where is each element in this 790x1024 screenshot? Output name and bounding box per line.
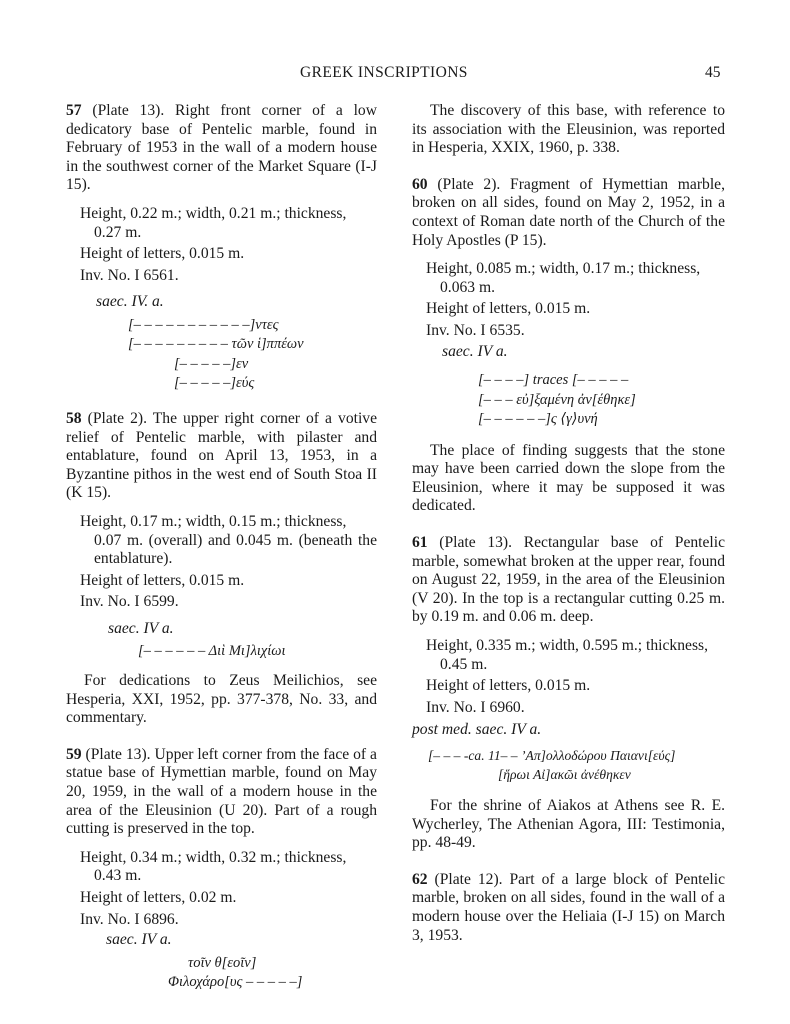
entry-57-measurements	[80, 205, 377, 285]
letter-height: Height of letters, 0.015 m.	[80, 571, 245, 589]
page-number: 45	[705, 64, 721, 81]
dimensions: Height, 0.335 m.; width, 0.595 m.; thickness,	[426, 636, 708, 654]
entry-57-description: 57 (Plate 13). Right front corner of a low dedicatory base of Pentelic marble, found in February of 1953 in the wall of a modern house in the southwest corner of the Market Square (I-J 15).	[66, 102, 377, 194]
entry-60-number: 60	[412, 175, 428, 193]
dimensions-cont: 0.43 m.	[94, 867, 142, 885]
inscription-line: [– – – –] traces [– – – – –	[478, 372, 629, 389]
commentary-61: For the shrine of Aiakos at Athens see R. E. Wycherley, The Athenian Agora, III: Testimonia, pp. 48-49.	[412, 796, 725, 852]
entry-57	[66, 102, 377, 394]
inscription-line: [– – – – – – – – – τῶν ἱ]ππέων	[128, 336, 304, 353]
entry-62-number: 62	[412, 870, 428, 888]
letter-height: Height of letters, 0.015 m.	[426, 677, 591, 695]
entry-58-number: 58	[66, 409, 82, 427]
entry-57-number: 57	[66, 102, 82, 119]
entry-62-description: 62 (Plate 12). Part of a large block of Pentelic marble, broken on all sides, found in the wall of a modern house over the Heliaia (I-J 15) on March 3, 1953.	[412, 870, 725, 944]
commentary-60: The place of finding suggests that the stone may have been carried down the slope from the Eleusinion, where it may be supposed it was dedicated.	[412, 441, 725, 515]
inventory-number: Inv. No. I 6535.	[426, 321, 525, 339]
inscription-line: [ἥρωι Αἰ]ακῶι ἀνέθηκεν	[498, 767, 631, 783]
entry-60-description: 60 (Plate 2). Fragment of Hymettian marble, broken on all sides, found on May 2, 1952, in a context of Roman date north of the Church of the Holy Apostles (P 15).	[412, 175, 725, 249]
entry-59-date: saec. IV a.	[106, 931, 172, 949]
entry-61-measurements	[426, 637, 725, 717]
letter-height: Height of letters, 0.02 m.	[80, 888, 237, 906]
entry-57-text	[66, 316, 377, 394]
entry-61-number: 61	[412, 534, 428, 551]
left-column	[66, 102, 377, 993]
entry-60	[412, 176, 725, 430]
dimensions-cont: 0.07 m. (overall) and 0.045 m. (beneath the entablature).	[94, 531, 377, 568]
inventory-number: Inv. No. I 6896.	[80, 910, 179, 928]
inscription-line: [– – – – –]εύς	[174, 375, 255, 392]
entry-61-date: post med. saec. IV a.	[412, 721, 542, 739]
inscription-line: [– – – εὐ]ξαμένη ἀν[έθηκε]	[478, 391, 636, 408]
entry-59-description: 59 (Plate 13). Upper left corner from the face of a statue base of Hymettian marble, found on May 20, 1959, in the wall of a modern house in the area of the Eleusinion (U 20). Part of a rough cutting is preserved in the top.	[66, 745, 377, 838]
dimensions: Height, 0.17 m.; width, 0.15 m.; thickness,	[80, 512, 347, 530]
entry-59-measurements	[80, 849, 377, 929]
entry-61-text	[412, 746, 725, 785]
inscription-line: τοῖν θ[εοῖν]	[188, 954, 257, 971]
entry-60-date: saec. IV a.	[442, 342, 508, 360]
letter-height: Height of letters, 0.015 m.	[426, 300, 591, 318]
inscription-line: [– – – – – – – – – – –]ντες	[128, 316, 279, 333]
right-column	[412, 102, 725, 945]
entry-59	[66, 746, 377, 993]
entry-59-number: 59	[66, 745, 82, 763]
entry-58-measurements	[80, 513, 377, 612]
entry-58-date: saec. IV a.	[108, 619, 174, 637]
inventory-number: Inv. No. I 6960.	[426, 698, 525, 716]
running-header	[0, 64, 790, 86]
dimensions: Height, 0.085 m.; width, 0.17 m.; thickness,	[426, 260, 701, 278]
dimensions-cont: 0.063 m.	[440, 278, 496, 296]
entry-57-date: saec. IV. a.	[96, 293, 164, 311]
inscription-line: [– – – – – –]ς ⟨γ⟩υνή	[478, 411, 598, 428]
entry-62	[412, 871, 725, 945]
entry-60-text	[412, 371, 725, 430]
inscription-line: [– – – – –]εν	[174, 355, 249, 372]
inventory-number: Inv. No. I 6599.	[80, 593, 179, 611]
dimensions: Height, 0.34 m.; width, 0.32 m.; thickness,	[80, 848, 347, 866]
entry-58-description: 58 (Plate 2). The upper right corner of a votive relief of Pentelic marble, with pilaster and entablature, found on April 13, 1953, in a Byzantine pithos in the west end of South Stoa II (K 15).	[66, 409, 377, 502]
entry-58	[66, 410, 377, 662]
dimensions-cont: 0.45 m.	[440, 655, 488, 673]
inscription-line: Φιλοχάρο[υς – – – – –]	[168, 974, 303, 991]
inscription-line: [– – – -ca. 11– – ’Απ]ολλοδώρου Παιανι[εύς]	[428, 747, 676, 763]
dimensions-cont: 0.27 m.	[94, 223, 142, 241]
letter-height: Height of letters, 0.015 m.	[80, 245, 245, 263]
entry-60-measurements	[426, 260, 725, 340]
entry-59-text	[66, 954, 377, 993]
entry-61-description: 61 (Plate 13). Rectangular base of Pentelic marble, somewhat broken at the upper rear, found on August 22, 1959, in the area of the Eleusinion (V 20). In the top is a rectangular cutting 0.25 m. by 0.19 m. and 0.06 m. deep.	[412, 534, 725, 626]
inscription-line: [– – – – – – Διὶ Μι]λιχίωι	[138, 643, 286, 660]
entry-58-text	[66, 642, 377, 662]
commentary-58: For dedications to Zeus Meilichios, see Hesperia, XXI, 1952, pp. 377-378, No. 33, and commentary.	[66, 671, 377, 727]
inventory-number: Inv. No. I 6561.	[80, 266, 179, 284]
dimensions: Height, 0.22 m.; width, 0.21 m.; thickness,	[80, 204, 347, 222]
commentary-57: The discovery of this base, with reference to its association with the Eleusinion, was reported in Hesperia, XXIX, 1960, p. 338.	[412, 102, 725, 157]
entry-61	[412, 534, 725, 785]
running-title: GREEK INSCRIPTIONS	[300, 64, 468, 81]
